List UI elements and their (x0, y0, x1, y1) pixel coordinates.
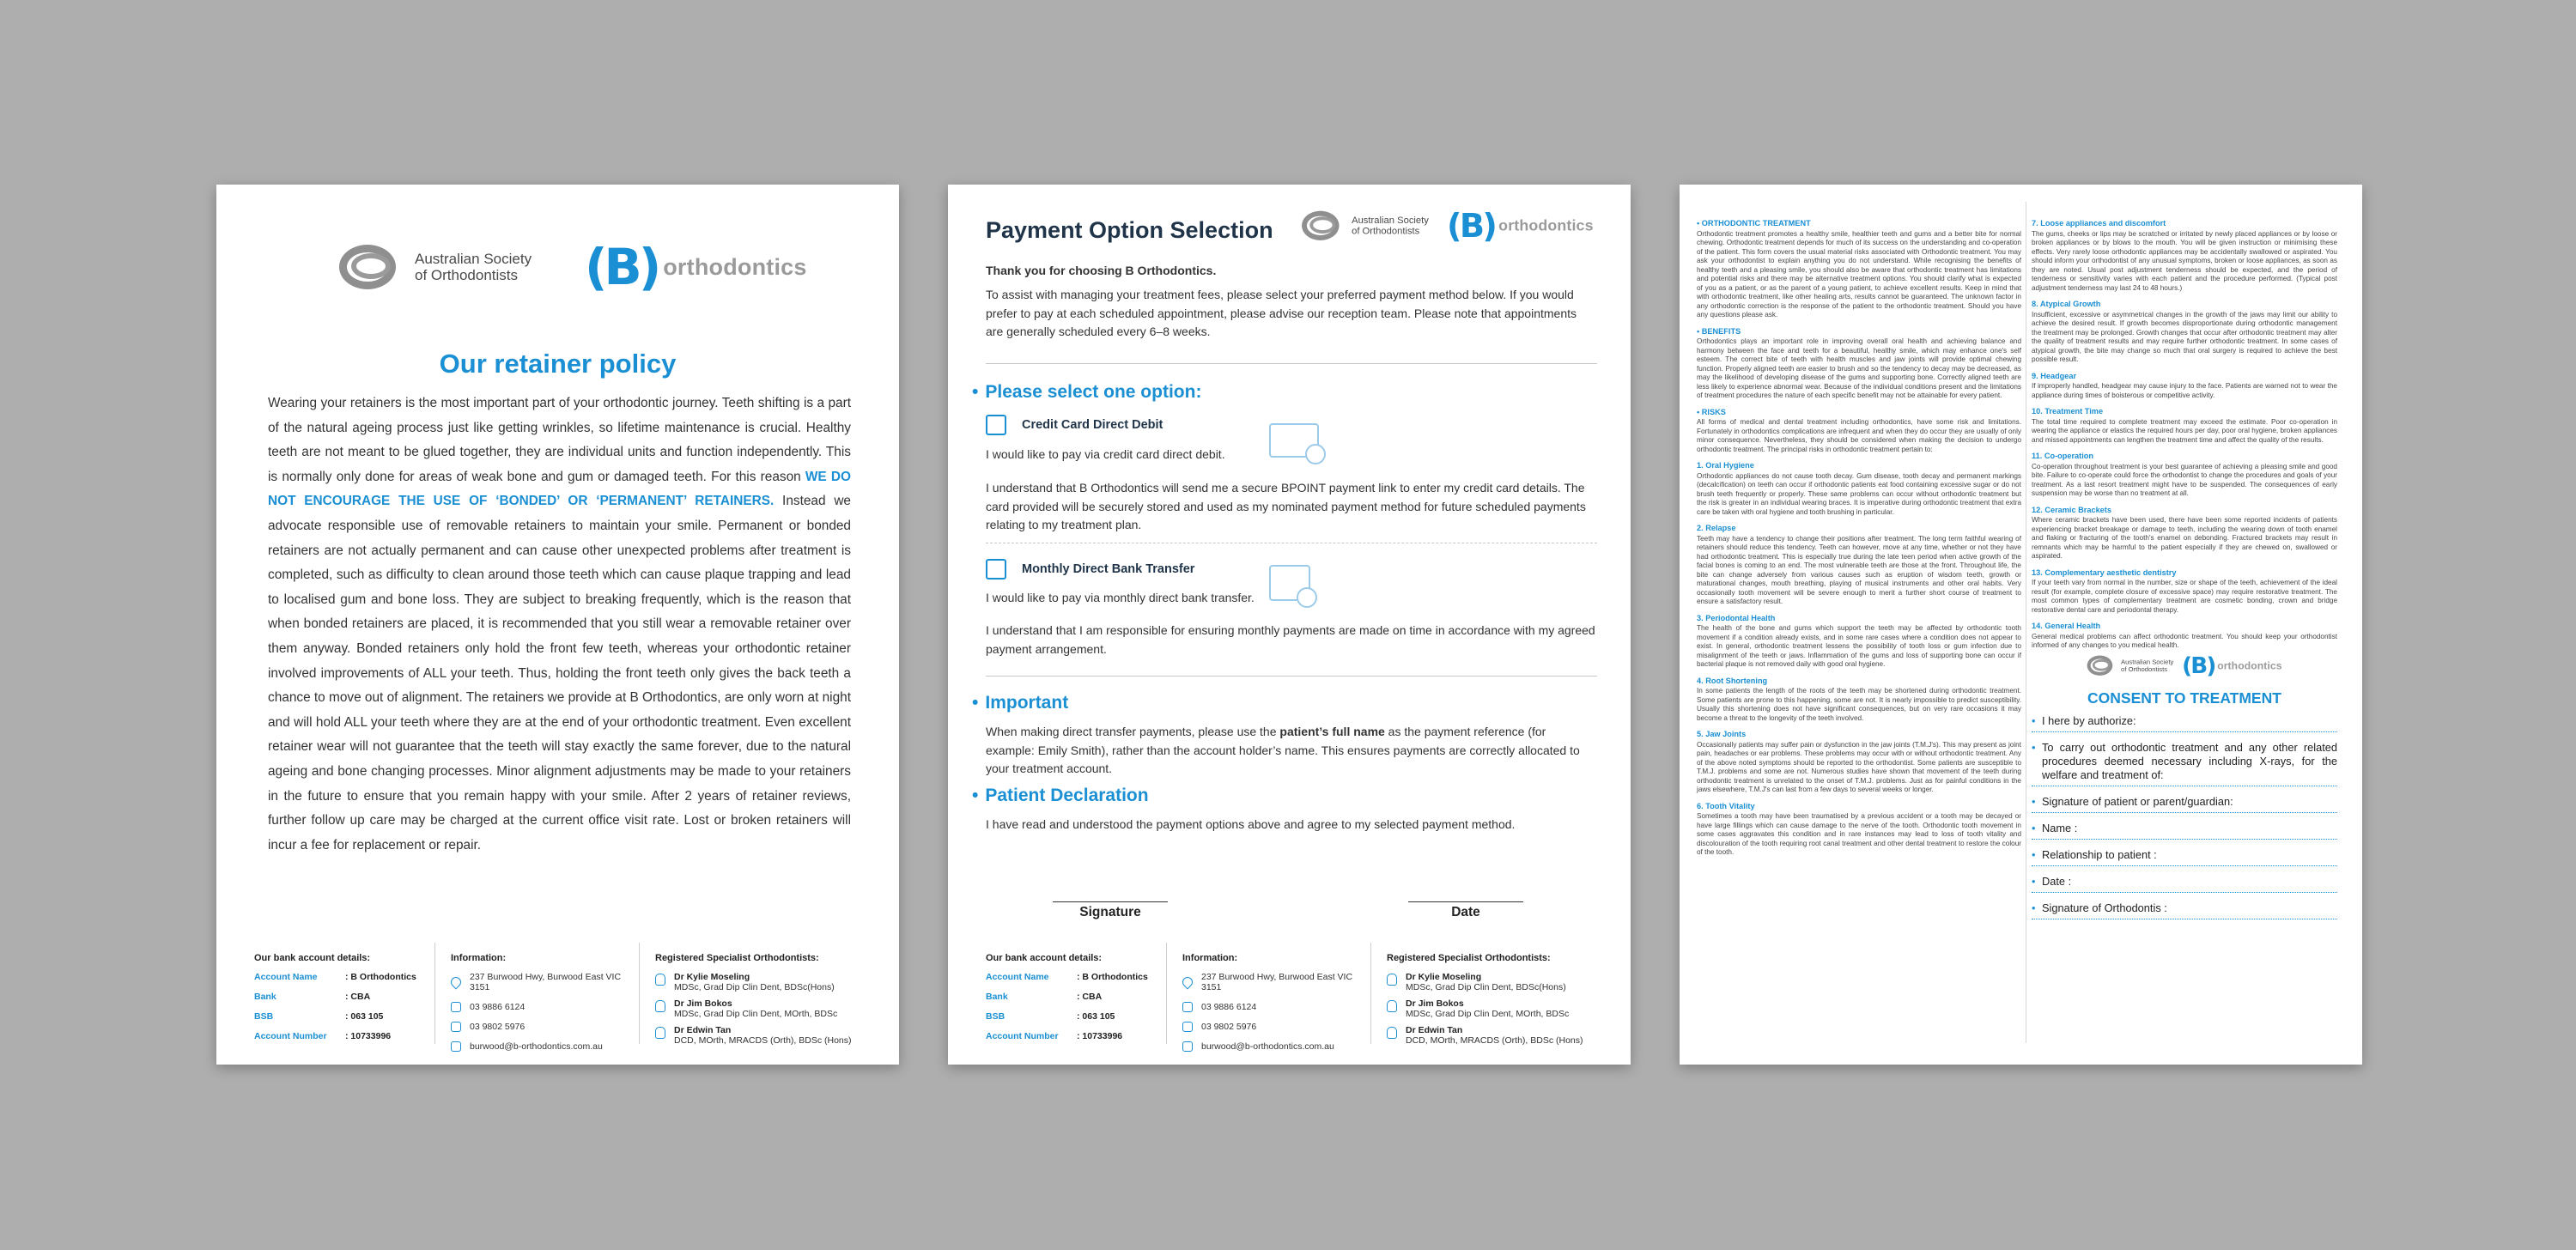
fax: 03 9802 5976 (470, 1022, 526, 1032)
bank-row (254, 972, 424, 982)
consent-page (1680, 185, 2362, 1065)
b-mark: (B) (2182, 652, 2215, 678)
b-mark: (B) (1446, 206, 1496, 246)
important-bold: patient’s full name (1279, 725, 1385, 738)
date-line[interactable] (1408, 901, 1523, 902)
section-text: General medical problems can affect orthodontic treatment. You should keep your orthodontist informed of any changes to you medical health. (2032, 632, 2337, 649)
page-footer (986, 943, 1597, 1052)
b-word: orthodontics (1498, 216, 1594, 234)
policy-text-1: Wearing your retainers is the most important part of your orthodontic journey. Teeth shifting is a part of the natural ageing process just like getting wrinkles, so lifetime maintenance is crucial. Healthy teeth are not meant to be glued together, they are individual units and function independently. This is normally only done for areas of weak bone and gum or damaged teeth. For this reason (268, 396, 851, 484)
aso-rings-icon (2087, 653, 2117, 677)
declaration-text: I have read and understood the payment options above and agree to my selected payment method. (986, 817, 1516, 831)
tooth-icon (1387, 1027, 1397, 1039)
authorize-field[interactable]: • I here by authorize: (2032, 711, 2337, 732)
doctor-name: Dr Edwin Tan (674, 1025, 732, 1035)
location-pin-icon (1181, 975, 1195, 990)
page-title: Payment Option Selection (986, 217, 1273, 243)
section-text: The total time required to complete treatment may exceed the estimate. Poor co-operation in wearing the appliance or elastics the required hours per day, poor oral hygiene, broken appliances and missed appointments can lengthen the treatment time and affect the quality of the results. (2032, 417, 2337, 444)
bank-row (986, 992, 1156, 1002)
bank-value: : 10733996 (1077, 1031, 1123, 1041)
credit-card-para: I understand that B Orthodontics will send me a secure BPOINT payment link to enter my credit card details. The card provided will be securely stored and used as my nominated payment method for future scheduled payments relating to my treatment plan. (986, 481, 1586, 531)
bank-row (254, 1031, 424, 1041)
bank-details (986, 943, 1166, 1044)
date-label: Date (1451, 905, 1480, 919)
fax-icon (451, 1022, 461, 1032)
info-heading: Information: (451, 953, 507, 963)
section-text: Teeth may have a tendency to change their positions after treatment. The long term faithful wearing of retainers should reduce this tendency. Teeth can however, move at any time, whether or not they have had orthodontic treatment. This is especially true during the late teen period when active growth of the facial bones is coming to an end. The most vulnerable teeth are those at the front. Throughout life, the bite can change adversely from various causes such as eruption of wisdom teeth, growth or maturational changes, mouth breathing, playing of musical instruments and other oral habits. Very occasionally tooth movement will be severe enough to merit a further short course of treatment to ensure a satisfactory result. (1697, 534, 2021, 605)
doctor-quals: MDSc, Grad Dip Clin Dent, BDSc(Hons) (1406, 982, 1566, 992)
relationship-field[interactable]: • Relationship to patient : (2032, 845, 2337, 866)
bank-value: : 063 105 (1077, 1011, 1115, 1022)
bank-transfer-label: Monthly Direct Bank Transfer (1022, 562, 1195, 576)
risk-column-left (1697, 212, 2021, 858)
specialists (639, 943, 866, 1044)
email: burwood@b-orthodontics.com.au (1201, 1041, 1334, 1052)
spec-heading: Registered Specialist Orthodontists: (1387, 953, 1551, 963)
email-icon (451, 1041, 461, 1052)
credit-card-checkbox[interactable] (986, 415, 1006, 435)
important-heading: • Important (972, 693, 1068, 713)
intro-text: To assist with managing your treatment fees, please select your preferred payment method below. If you would prefer to pay at each scheduled appointment, please advise our reception team. Please note that appointments are generally scheduled every 6–8 weeks. (986, 288, 1577, 338)
b-orthodontics-logo (1446, 206, 1594, 246)
phone: 03 9886 6124 (1201, 1002, 1257, 1012)
spec-heading: Registered Specialist Orthodontists: (655, 953, 819, 963)
signature-label: Signature (1079, 905, 1141, 919)
section-heading: • ORTHODONTIC TREATMENT (1697, 219, 2021, 228)
contact-info (434, 943, 639, 1052)
specialists (1370, 943, 1597, 1044)
fax: 03 9802 5976 (1201, 1022, 1257, 1032)
bank-row (986, 972, 1156, 982)
tooth-icon (1387, 974, 1397, 986)
section-heading: • RISKS (1697, 408, 2021, 417)
tooth-icon (1387, 1000, 1397, 1012)
info-heading: Information: (1182, 953, 1238, 963)
section-heading: 13. Complementary aesthetic dentistry (2032, 567, 2177, 577)
signature-line[interactable] (1053, 901, 1168, 902)
email-icon (1182, 1041, 1193, 1052)
header-logos (339, 238, 807, 296)
bank-key: Bank (986, 992, 1008, 1002)
section-text: Orthodontics plays an important role in improving overall oral health and achieving balance and harmony between the face and teeth for a beautiful, healthy smile, which may enhance one's self esteem. The correct bite of teeth with health muscles and jaw joints will provide optimal chewing function. Properly aligned teeth are easier to brush and so the tendency to decay may be decreased, as may the likelihood of developing disease of the gums and supporting bone. Correctly aligned teeth are less likely to experience abnormal wear. Because of the individual conditions present and the limitations of treatment procedures the nature of each specific benefit may not be attainable for every patient. (1697, 337, 2021, 399)
doctor-name: Dr Jim Bokos (1406, 998, 1464, 1009)
section-heading: 10. Treatment Time (2032, 407, 2104, 416)
policy-body (268, 391, 851, 858)
important-part: as the payment reference (for example: Emily Smith), rather than the account holder’s name. This ensures payments are correctly allocated to your treatment account. (986, 725, 1580, 775)
address: 237 Burwood Hwy, Burwood East VIC 3151 (1201, 972, 1353, 992)
section-text: Co-operation throughout treatment is your best guarantee of achieving a pleasing smile and good bite. Failure to co-operate could force the orthodontist to change the procedures and goals of your treatment. As a last resort treatment might have to be suspended. The consequences of early suspension may be worse than no treatment at all. (2032, 462, 2337, 497)
section-heading: 4. Root Shortening (1697, 676, 1768, 685)
bank-heading: Our bank account details: (254, 953, 371, 963)
doctor-quals: DCD, MOrth, MRACDS (Orth), BDSc (Hons) (674, 1035, 852, 1046)
doctor-name: Dr Kylie Moseling (1406, 972, 1482, 982)
section-text: Sometimes a tooth may have been traumatised by a previous accident or a tooth may be decayed or have large fillings which can cause damage to the nerve of the tooth. Orthodontic tooth movement in some cases aggravates this condition and in rare instances may lead to loss of tooth vitality and discolouration of the tooth requiring root canal treatment and other dental treatment to restore the colour of the tooth. (1697, 812, 2021, 856)
b-word: orthodontics (2217, 658, 2282, 671)
doctor-quals: MDSc, Grad Dip Clin Dent, BDSc(Hons) (674, 982, 835, 992)
aso-line1: Australian Society (415, 251, 532, 267)
consent-logos (2116, 652, 2282, 678)
section-heading: 6. Tooth Vitality (1697, 801, 1755, 810)
bank-transfer-checkbox[interactable] (986, 559, 1006, 579)
divider (986, 363, 1597, 364)
aso-logo (339, 241, 535, 293)
bank-value: : 10733996 (345, 1031, 392, 1041)
page-footer (254, 943, 866, 1052)
bank-value: : CBA (1077, 992, 1103, 1002)
retainer-policy-page (216, 185, 899, 1065)
bank-value: : CBA (345, 992, 371, 1002)
aso-line2: of Orthodontists (1352, 225, 1420, 237)
b-mark: (B) (585, 238, 659, 296)
credit-card-label: Credit Card Direct Debit (1022, 418, 1163, 432)
declaration-heading: • Patient Declaration (972, 786, 1149, 806)
aso-line1: Australian Society (1352, 215, 1429, 226)
patient-signature-field[interactable]: • Signature of patient or parent/guardian: (2032, 792, 2337, 813)
tooth-icon (655, 974, 665, 986)
section-heading: 14. General Health (2032, 622, 2101, 630)
location-pin-icon (449, 975, 464, 990)
fax-icon (1182, 1022, 1193, 1032)
bank-transfer-line: I would like to pay via monthly direct bank transfer. (986, 591, 1255, 604)
b-word: orthodontics (663, 253, 807, 280)
section-heading: • BENEFITS (1697, 327, 2021, 337)
section-heading: 7. Loose appliances and discomfort (2032, 219, 2166, 228)
thanks-text: Thank you for choosing B Orthodontics. (986, 264, 1217, 277)
bank-key: BSB (254, 1011, 274, 1022)
aso-rings-icon (339, 241, 406, 293)
doctor-row (655, 1025, 855, 1046)
section-heading: 8. Atypical Growth (2032, 300, 2101, 308)
doctor-row (1387, 1025, 1587, 1046)
section-text: Orthodontic treatment promotes a healthy smile, healthier teeth and gums and a better bite for normal chewing. Orthodontic treatment depends for much of its success on the understanding and co-operation of the patient. This form covers the usual material risks associated with Orthodontic treatment. You may ask your orthodontist to explain anything you do not understand. While recognising the benefits of healthy teeth and a pleasing smile, you should also be aware that orthodontic treatment has limitations and potential risks and there may be alternative treatment options. You should clarify what is expected of you as a patient, or as the parent of a young patient, to achieve excellent results. Keep in mind that with orthodontic treatment, like other healing arts, results cannot be guaranteed. The unknown factor in any orthodontic correction is the response of the patient to the orthodontic treatment. Should you have any questions please ask. (1697, 229, 2021, 319)
bank-row (254, 992, 424, 1002)
b-orthodontics-logo (585, 238, 807, 296)
section-text: If your teeth vary from normal in the number, size or shape of the teeth, achievement of the ideal result (for example, complete closure of excessive space) may require restorative treatment. The most common types of complementary treatment are cosmetic bonding, crown and bridge restorative dental care and periodontal therapy. (2032, 579, 2337, 614)
doctor-row (655, 998, 855, 1019)
bank-row (254, 1011, 424, 1022)
phone-icon (451, 1002, 461, 1012)
aso-logo (2087, 653, 2175, 677)
bank-key: Bank (254, 992, 276, 1002)
doctor-name: Dr Kylie Moseling (674, 972, 750, 982)
important-text (986, 723, 1597, 779)
orthodontist-signature-field[interactable]: • Signature of Orthodontis : (2032, 898, 2337, 919)
bank-key: Account Name (254, 972, 318, 982)
section-text: Occasionally patients may suffer pain or dysfunction in the jaw joints (T.M.J's). This may present as joint pain, headaches or ear problems. These problems may occur with or without orthodontic treatment. Any of the above noted symptoms should be reported to the orthodontist. Some patients are susceptible to T.M.J. problems and some are not. Numerous studies have shown that movement of the teeth during orthodontic treatment is unrelated to the onset of T.M.J. problems. Just as for painful conditions in the jaws elsewhere, T.M.J's can last from a few days to several weeks or longer. (1697, 740, 2021, 793)
date-field[interactable]: • Date : (2032, 871, 2337, 893)
consent-title: CONSENT TO TREATMENT (2087, 689, 2281, 707)
section-text: All forms of medical and dental treatment including orthodontics, have some risk and limitations. Fortunately in orthodontics complications are infrequent and when they do occur they are usually of only minor consequence. Nevertheless, they should be considered when making the decision to undergo orthodontic treatment. The principal risks in orthodontic treatment pertain to: (1697, 418, 2021, 453)
policy-text-2: Instead we advocate responsible use of removable retainers to maintain your smile. Permanent or bonded retainers are not actually permanent and can cause other unexpected problems after treatment is completed, such as difficulty to clean around those teeth which can cause plaque trapping and lead to localised gum and bone loss. They are subject to breaking frequently, which is the reason that when bonded retainers are placed, it is recommended that you still wear a removable retainer over them anyway. Bonded retainers only hold the front few teeth, whereas your orthodontic retainer involved improvements of ALL your teeth. Thus, holding the front teeth only gives the back teeth a chance to move out of alignment. The retainers we provide at B Orthodontics, are only worn at night and will hold ALL your teeth where they are at the end of your orthodontic treatment. Even excellent retainer wear will not guarantee that the teeth will stay exactly the same forever, due to the natural ageing and bone changing processes. Minor alignment adjustments may be made to your retainers in the future to ensure that you remain happy with your smile. After 2 years of retainer reviews, further follow up care may be charged at the current office visit rate. Lost or broken retainers will incur a fee for replacement or repair. (268, 494, 851, 853)
section-heading: 2. Relapse (1697, 524, 1736, 532)
section-heading: 12. Ceramic Brackets (2032, 505, 2111, 514)
section-heading: 11. Co-operation (2032, 452, 2093, 460)
bank-transfer-para: I understand that I am responsible for ensuring monthly payments are made on time in accordance with my agreed payment arrangement. (986, 623, 1595, 656)
section-text: If improperly handled, headgear may cause injury to the face. Patients are warned not to wear the appliance during times of boisterous or competitive activity. (2032, 382, 2337, 399)
bank-key: Account Number (254, 1031, 327, 1041)
credit-card-line: I would like to pay via credit card direct debit. (986, 447, 1225, 461)
email: burwood@b-orthodontics.com.au (470, 1041, 603, 1052)
section-heading: 1. Oral Hygiene (1697, 461, 1754, 470)
doctor-name: Dr Edwin Tan (1406, 1025, 1463, 1035)
doctor-name: Dr Jim Bokos (674, 998, 732, 1009)
select-heading: • Please select one option: (972, 382, 1201, 403)
page-title: Our retainer policy (439, 349, 677, 379)
bank-key: Account Number (986, 1031, 1059, 1041)
risk-column-right (2032, 212, 2337, 925)
b-orthodontics-logo (2182, 654, 2281, 677)
aso-line1: Australian Society (2121, 658, 2174, 665)
phone: 03 9886 6124 (470, 1002, 526, 1012)
aso-logo (1302, 209, 1431, 243)
option-bank-transfer[interactable] (986, 559, 1194, 579)
doctor-quals: MDSc, Grad Dip Clin Dent, MOrth, BDSc (1406, 1009, 1570, 1019)
section-text: Orthodontic appliances do not cause tooth decay. Gum disease, tooth decay and permanent markings (decalcification) on teeth can occur if orthodontic patients eat food containing excessive sugar or do not brush teeth frequently or properly. These same problems can occur without orthodontic treatment but the risk is greater in an individual wearing braces. It is imperative during orthodontic treatment that extra care be taken with oral hygiene and tooth brushing in particular. (1697, 471, 2021, 516)
treatment-field[interactable]: • To carry out orthodontic treatment and any other related procedures deemed necessary including X-rays, for the welfare and treatment of: (2032, 737, 2337, 786)
header-logos (1302, 206, 1594, 246)
tooth-icon (655, 1000, 665, 1012)
tooth-icon (655, 1027, 665, 1039)
doctor-row (1387, 972, 1587, 992)
section-text: Insufficient, excessive or asymmetrical changes in the growth of the jaws may limit our ability to achieve the desired result. If growth becomes disproportionate during orthodontic management the treatment may be prolonged. Growth changes that occur after orthodontic treatment may alter the quality of treatment results and may require further orthodontic treatment. In some cases of atypical growth, the bite may change so much that oral surgery is required to achieve the best possible result. (2032, 310, 2337, 363)
bank-row (986, 1011, 1156, 1022)
aso-rings-icon (1302, 209, 1346, 243)
bank-value: : B Orthodontics (345, 972, 416, 982)
aso-line2: of Orthodontists (415, 267, 519, 283)
doctor-quals: DCD, MOrth, MRACDS (Orth), BDSc (Hons) (1406, 1035, 1583, 1046)
contact-info (1166, 943, 1370, 1052)
doctor-quals: MDSc, Grad Dip Clin Dent, MOrth, BDSc (674, 1009, 838, 1019)
bank-row (986, 1031, 1156, 1041)
name-field[interactable]: • Name : (2032, 818, 2337, 840)
section-heading: 5. Jaw Joints (1697, 730, 1747, 738)
section-text: Where ceramic brackets have been used, there have been some reported incidents of patients experiencing bracket breakage or damage to teeth, including the wearing down of tooth enamel and flaking or fracturing of the tooth's enamel on debonding. Fractured brackets may result in remnants which may be harmful to the patient especially if they are chewed on, swallowed or aspirated. (2032, 516, 2337, 560)
section-heading: 3. Periodontal Health (1697, 613, 1776, 622)
doctor-row (1387, 998, 1587, 1019)
bank-value: : 063 105 (345, 1011, 384, 1022)
divider (986, 676, 1597, 677)
section-text: In some patients the length of the roots of the teeth may be shortened during orthodontic treatment. Some patients are prone to this happening, some are not. It is nearly impossible to predict susceptibility. Usually this shortening does not have significant consequences, but on very rare occasions it may become a threat to the longevity of the teeth involved. (1697, 687, 2021, 722)
payment-option-page (948, 185, 1631, 1065)
bank-key: Account Name (986, 972, 1049, 982)
section-heading: 9. Headgear (2032, 371, 2077, 380)
bank-details (254, 943, 434, 1044)
policy-highlight: WE DO NOT ENCOURAGE THE USE OF ‘BONDED’ OR ‘PERMANENT’ RETAINERS. (268, 469, 851, 509)
bank-heading: Our bank account details: (986, 953, 1103, 963)
bank-value: : B Orthodontics (1077, 972, 1148, 982)
bank-key: BSB (986, 1011, 1005, 1022)
section-text: The health of the bone and gums which support the teeth may be affected by orthodontic tooth movement if a condition already exists, and in some rare cases where a condition does not appear to exist. In general, orthodontic treatment lessens the possibility of tooth loss or gum infection due to misalignment of the teeth or jaws. Inflammation of the gums and loss of supporting bone can occur if bacterial plaque is not removed daily with good oral hygiene. (1697, 624, 2021, 668)
important-part: When making direct transfer payments, please use the (986, 725, 1280, 738)
address: 237 Burwood Hwy, Burwood East VIC 3151 (470, 972, 622, 992)
option-credit-card[interactable] (986, 415, 1163, 435)
aso-line2: of Orthodontists (2121, 664, 2168, 673)
phone-icon (1182, 1002, 1193, 1012)
doctor-row (655, 972, 855, 992)
section-text: The gums, cheeks or lips may be scratched or irritated by newly placed appliances or by loose or broken appliances or by blows to the mouth. You will be given instruction or minimising these effects. Very rarely loose orthodontic appliances may be accidentally swallowed or aspirated. You should inform your orthodontist of any unusual symptoms, broken or loose appliances, as soon as they are noted. Usual post adjustment tenderness should be expected, and the period of tenderness or sensitivity varies with each patient and the procedure performed. (Typical post adjustment tenderness may last 24 to 48 hours.) (2032, 229, 2337, 292)
